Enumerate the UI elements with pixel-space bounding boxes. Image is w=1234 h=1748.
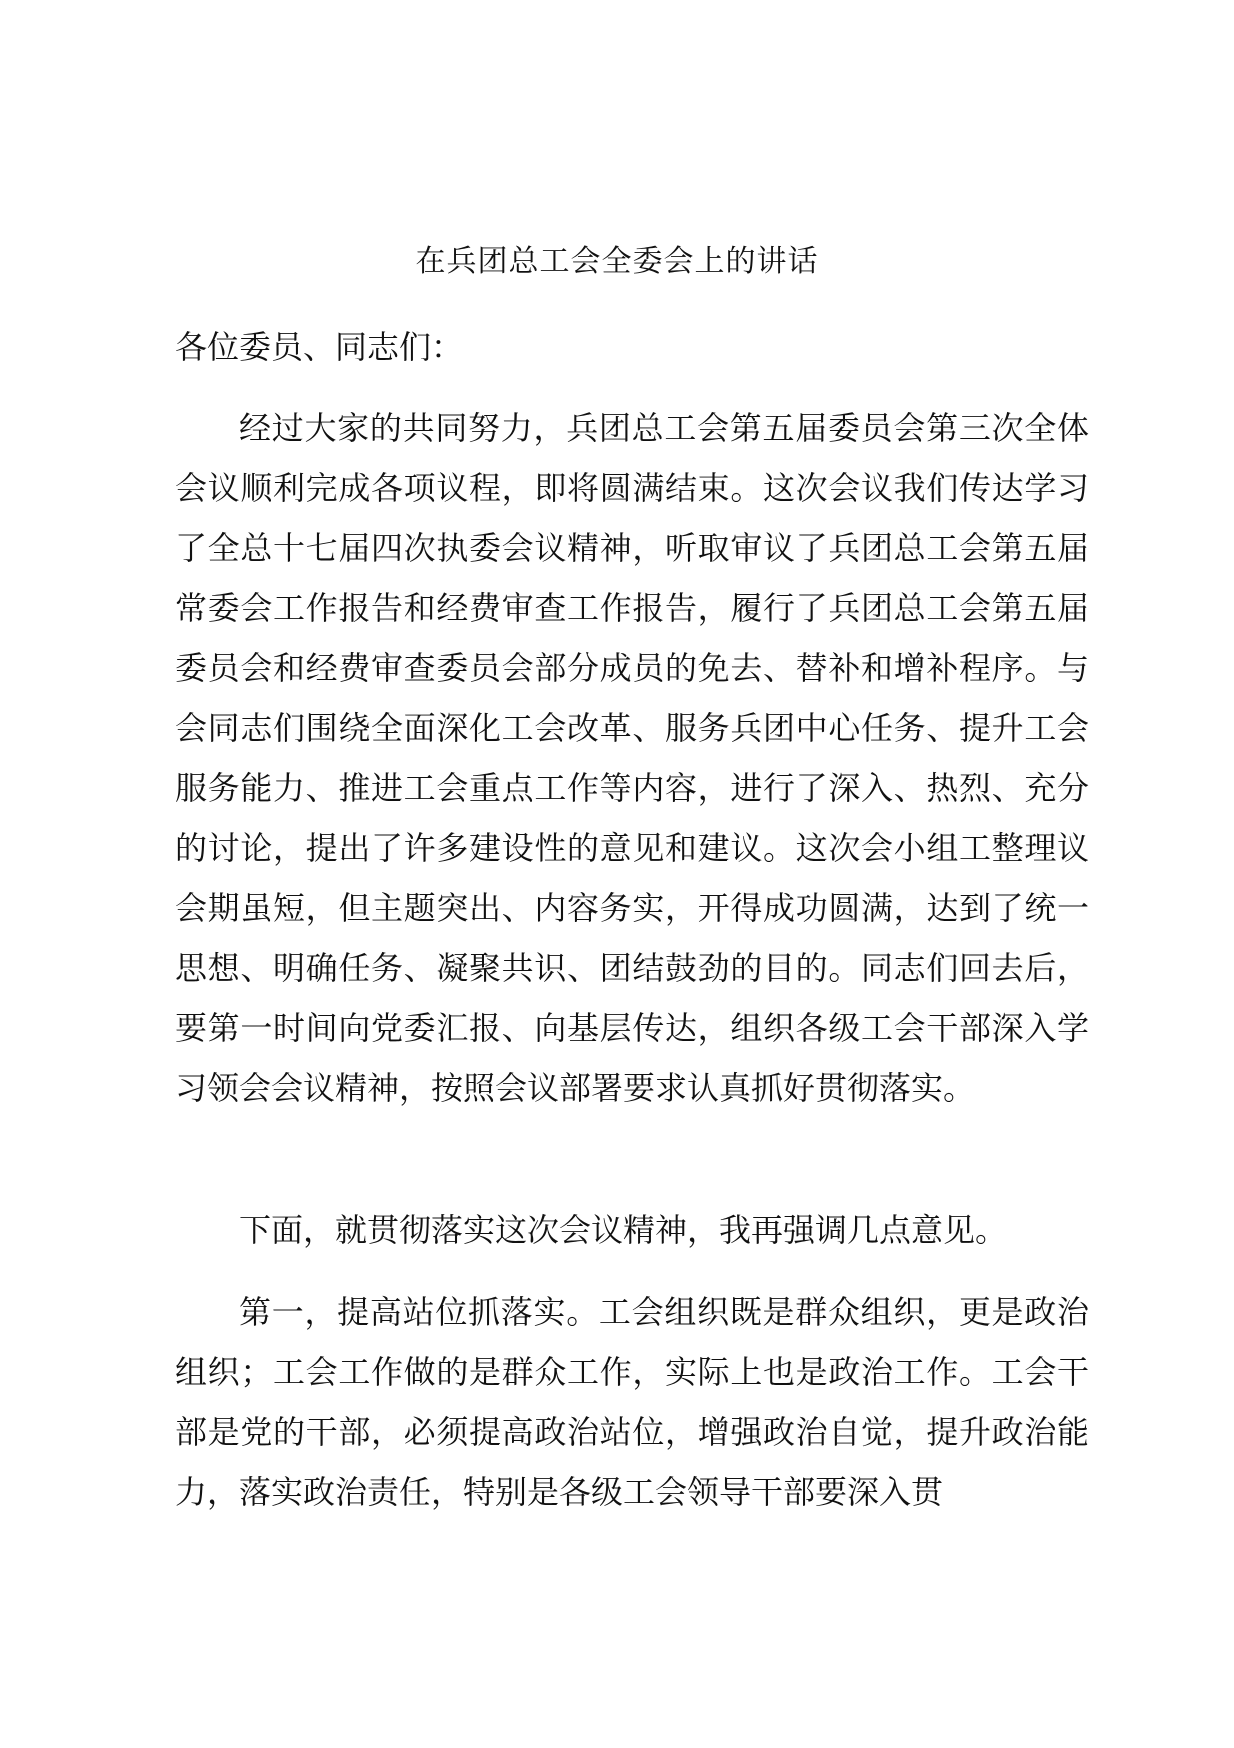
salutation: 各位委员、同志们：: [175, 328, 464, 366]
paragraph-1: 经过大家的共同努力，兵团总工会第五届委员会第三次全体会议顺利完成各项议程，即将圆满结束。这次会议我们传达学习了全总十七届四次执委会议精神，听取审议了兵团总工会第五届常委会工作报告和经费审查工作报告，履行了兵团总工会第五届委员会和经费审查委员会部分成员的免去、替补和增补程序。与会同志们围绕全面深化工会改革、服务兵团中心任务、提升工会服务能力、推进工会重点工作等内容，进行了深入、热烈、充分的讨论，提出了许多建设性的意见和建议。这次会小组工整理议会期虽短，但主题突出、内容务实，开得成功圆满，达到了统一思想、明确任务、凝聚共识、团结鼓劲的目的。同志们回去后，要第一时间向党委汇报、向基层传达，组织各级工会干部深入学习领会会议精神，按照会议部署要求认真抓好贯彻落实。: [175, 409, 1089, 1107]
document-title: 在兵团总工会全委会上的讲话: [415, 244, 819, 279]
paragraph-2: 下面，就贯彻落实这次会议精神，我再强调几点意见。: [239, 1211, 1008, 1249]
paragraph-3: 第一，提高站位抓落实。工会组织既是群众组织，更是政治组织；工会工作做的是群众工作，实际上也是政治工作。工会干部是党的干部，必须提高政治站位，增强政治自觉，提升政治能力，落实政治责任，特别是各级工会领导干部要深入贯: [175, 1293, 1089, 1511]
